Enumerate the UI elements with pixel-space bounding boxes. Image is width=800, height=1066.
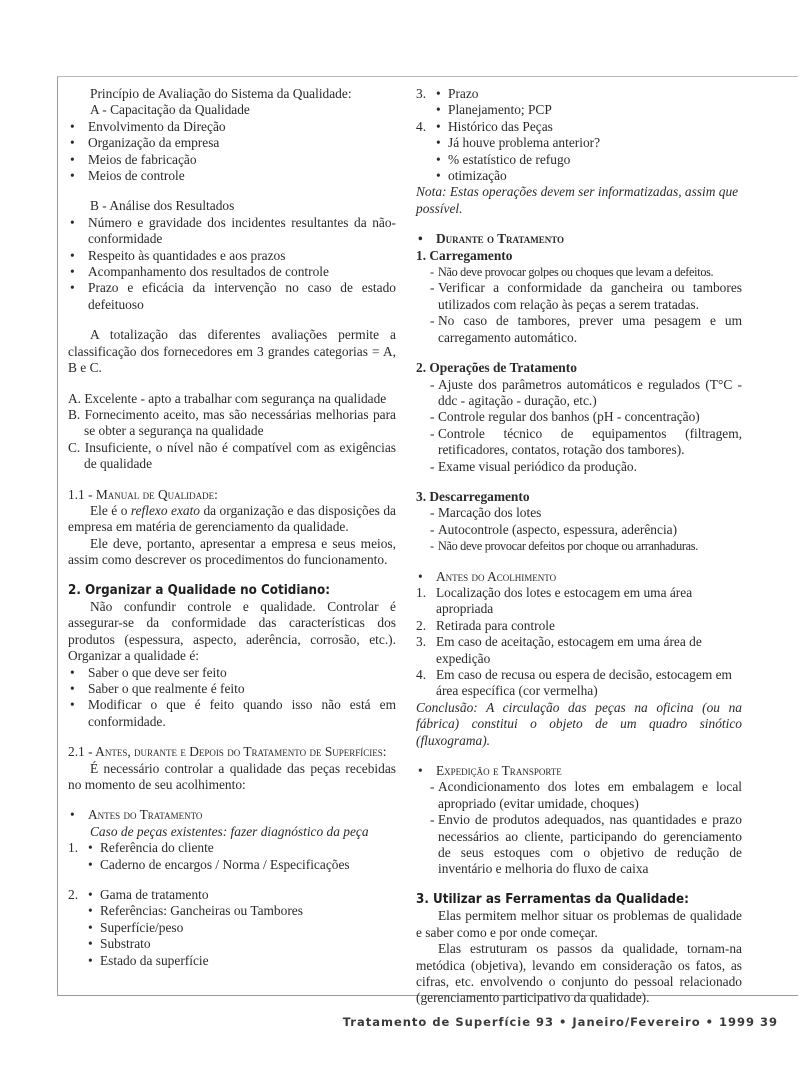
item-3-block xyxy=(416,86,742,119)
item-text: Retirada para controle xyxy=(436,617,555,633)
item-4-block xyxy=(416,119,742,185)
carregamento-list xyxy=(416,264,742,346)
list-item: • Organização da empresa xyxy=(68,135,396,151)
durante-block xyxy=(416,231,742,247)
list-item: • Gama de tratamento xyxy=(68,887,396,903)
item-text: Em caso de aceitação, estocagem em uma área de expedição xyxy=(436,634,702,666)
item-3-list xyxy=(416,86,742,119)
antes-tratamento-block xyxy=(68,807,396,823)
list-item: • % estatístico de refugo xyxy=(416,152,742,168)
item-2-block xyxy=(68,887,396,969)
item-2-list xyxy=(68,887,396,969)
list-item: • Histórico das Peças xyxy=(416,119,742,135)
list-item: • Envolvimento da Direção xyxy=(68,119,396,135)
page-footer: Tratamento de Superfície 93 • Janeiro/Fevereiro • 1999 39 xyxy=(342,1015,778,1029)
operacoes-list xyxy=(416,377,742,475)
left-column xyxy=(68,86,396,969)
list-item: - Envio de produtos adequados, nas quantidades e prazo necessários ao cliente, participando do gerenciamento de seus estoques com o objetivo de redução de inventário e melhoria do fluxo de caixa xyxy=(416,812,742,878)
group-a-title: A - Capacitação da Qualidade xyxy=(90,102,250,118)
antes-tratamento-title: • Antes do Tratamento xyxy=(68,807,396,823)
manual-paragraph-2: Ele deve, portanto, apresentar a empresa e seus meios, assim como descrever os procedimentos do funcionamento. xyxy=(68,535,396,568)
totalization-paragraph: A totalização das diferentes avaliações permite a classificação dos fornecedores em 3 grandes categorias = A, B e C. xyxy=(68,327,396,376)
list-item: • Respeito às quantidades e aos prazos xyxy=(68,248,396,264)
list-item: • Já houve problema anterior? xyxy=(416,135,742,151)
list-item: • Modificar o que é feito quando isso não está em conformidade. xyxy=(68,697,396,730)
right-column xyxy=(416,86,742,1007)
section-2-1-paragraph: É necessário controlar a qualidade das peças recebidas no momento de seu acolhimento: xyxy=(68,760,396,793)
expedicao-block xyxy=(416,763,742,779)
section-3-heading: 3. Utilizar as Ferramentas da Qualidade: xyxy=(416,891,689,907)
item-1-block xyxy=(68,840,396,873)
list-item xyxy=(416,618,742,634)
list-item: • Meios de controle xyxy=(68,168,396,184)
section-2-1-title: 2.1 - Antes, durante e Depois do Tratamento de Superfícies: xyxy=(68,744,387,760)
durante-tratamento-title: • Durante o Tratamento xyxy=(416,231,742,247)
group-b-title: B - Análise dos Resultados xyxy=(90,198,235,214)
carregamento-title: 1. Carregamento xyxy=(416,247,513,263)
list-item: - Não deve provocar golpes ou choques que levam a defeitos. xyxy=(416,264,742,280)
category-c: C. Insuficiente, o nível não é compatível com as exigências de qualidade xyxy=(68,439,396,472)
operacoes-title: 2. Operações de Tratamento xyxy=(416,360,577,376)
list-item: • Acompanhamento dos resultados de controle xyxy=(68,264,396,280)
list-item: - Verificar a conformidade da gancheira ou tambores utilizados com relação às peças a serem tratadas. xyxy=(416,280,742,313)
group-a-list xyxy=(68,119,396,185)
item-number: 3. xyxy=(416,86,427,101)
list-item: • Prazo xyxy=(416,86,742,102)
list-item xyxy=(416,667,742,700)
list-item xyxy=(416,634,742,667)
list-item: • Meios de fabricação xyxy=(68,152,396,168)
item-number: 1. xyxy=(68,840,79,856)
list-item: • Saber o que realmente é feito xyxy=(68,681,396,697)
item-number: 4. xyxy=(416,667,427,682)
list-item: - Controle técnico de equipamentos (filtragem, retificadores, contatos, rotação dos tambores). xyxy=(416,426,742,459)
list-item: - Ajuste dos parâmetros automáticos e regulados (T°C - ddc - agitação - duração, etc.) xyxy=(416,377,742,410)
list-item: • Estado da superfície xyxy=(68,953,396,969)
acolhimento-list xyxy=(416,585,742,700)
item-number: 1. xyxy=(416,584,427,600)
expedicao-title: • Expedição e Transporte xyxy=(416,763,742,779)
list-item: • Caderno de encargos / Norma / Especificações xyxy=(68,857,396,873)
item-number: 3. xyxy=(416,634,427,650)
list-item: • Saber o que deve ser feito xyxy=(68,665,396,681)
list-item: • Substrato xyxy=(68,936,396,952)
manual-section-title: 1.1 - Manual de Qualidade: xyxy=(68,486,218,502)
list-item xyxy=(416,585,742,618)
manual-paragraph-1 xyxy=(68,503,396,536)
list-item: • otimização xyxy=(416,168,742,184)
note-text: Nota: Estas operações devem ser informatizadas, assim que possível. xyxy=(416,184,739,216)
item-1-list xyxy=(68,840,396,873)
list-item: - Controle regular dos banhos (pH - concentração) xyxy=(416,409,742,425)
category-a: A. Excelente - apto a trabalhar com segurança na qualidade xyxy=(68,390,387,406)
tools-paragraph-2: Elas estruturam os passos da qualidade, tornam-na metódica (objetiva), levando em consideração os fatos, as cifras, etc. envolvendo o conjunto do pessoal relacionado (gerenciamento participativo da qualidade). xyxy=(416,941,742,1006)
antes-acolhimento-block xyxy=(416,569,742,585)
descarregamento-title: 3. Descarregamento xyxy=(416,488,530,504)
section-2-heading: 2. Organizar a Qualidade no Cotidiano: xyxy=(68,582,331,598)
organize-list xyxy=(68,665,396,731)
list-item: • Planejamento; PCP xyxy=(416,102,742,118)
tools-paragraph-1: Elas permitem melhor situar os problemas de qualidade e saber como e por onde começar. xyxy=(416,908,742,940)
manual-emphasis: reflexo exato xyxy=(130,502,200,518)
item-number: 2. xyxy=(68,887,79,903)
item-text: Localização dos lotes e estocagem em uma área apropriada xyxy=(436,584,693,617)
antes-acolhimento-title: • Antes do Acolhimento xyxy=(416,569,742,585)
group-b-list xyxy=(68,215,396,313)
list-item: • Referência do cliente xyxy=(68,840,396,856)
list-item: • Prazo e eficácia da intervenção no caso de estado defeituoso xyxy=(68,280,396,313)
evaluation-principle-title: Princípio de Avaliação do Sistema da Qualidade: xyxy=(90,86,352,101)
item-number: 2. xyxy=(416,617,427,633)
list-item: - Autocontrole (aspecto, espessura, aderência) xyxy=(416,522,742,538)
item-text: Em caso de recusa ou espera de decisão, estocagem em área específica (cor vermelha) xyxy=(436,667,732,699)
list-item: • Número e gravidade dos incidentes resultantes da não-conformidade xyxy=(68,215,396,248)
item-number: 4. xyxy=(416,118,427,134)
category-b: B. Fornecimento aceito, mas são necessárias melhorias para se obter a segurança na qualidade xyxy=(68,406,396,439)
conclusion-text: Conclusão: A circulação das peças na oficina (ou na fábrica) constitui o objeto de um quadro sinótico (fluxograma). xyxy=(416,699,742,748)
descarregamento-list xyxy=(416,505,742,554)
antes-tratamento-subtitle: Caso de peças existentes: fazer diagnóstico da peça xyxy=(90,823,369,839)
organize-paragraph: Não confundir controle e qualidade. Controlar é assegurar-se da conformidade das características dos produtos (espessura, aspecto, aderência, corrosão, etc.). Organizar a qualidade é: xyxy=(68,598,396,664)
list-item: - Não deve provocar defeitos por choque ou arranhaduras. xyxy=(416,538,742,554)
list-item: - No caso de tambores, prever uma pesagem e um carregamento automático. xyxy=(416,313,742,346)
list-item: - Marcação dos lotes xyxy=(416,505,742,521)
list-item: • Referências: Gancheiras ou Tambores xyxy=(68,903,396,919)
manual-text-a: Ele é o xyxy=(90,502,131,518)
list-item: - Exame visual periódico da produção. xyxy=(416,459,742,475)
list-item: • Superfície/peso xyxy=(68,920,396,936)
manual-text-b: da organização e das disposições da empresa em matéria de gerenciamento da qualidade. xyxy=(68,502,396,535)
item-4-list xyxy=(416,119,742,185)
expedicao-list xyxy=(416,779,742,877)
list-item: - Acondicionamento dos lotes em embalagem e local apropriado (evitar umidade, choques) xyxy=(416,779,742,812)
